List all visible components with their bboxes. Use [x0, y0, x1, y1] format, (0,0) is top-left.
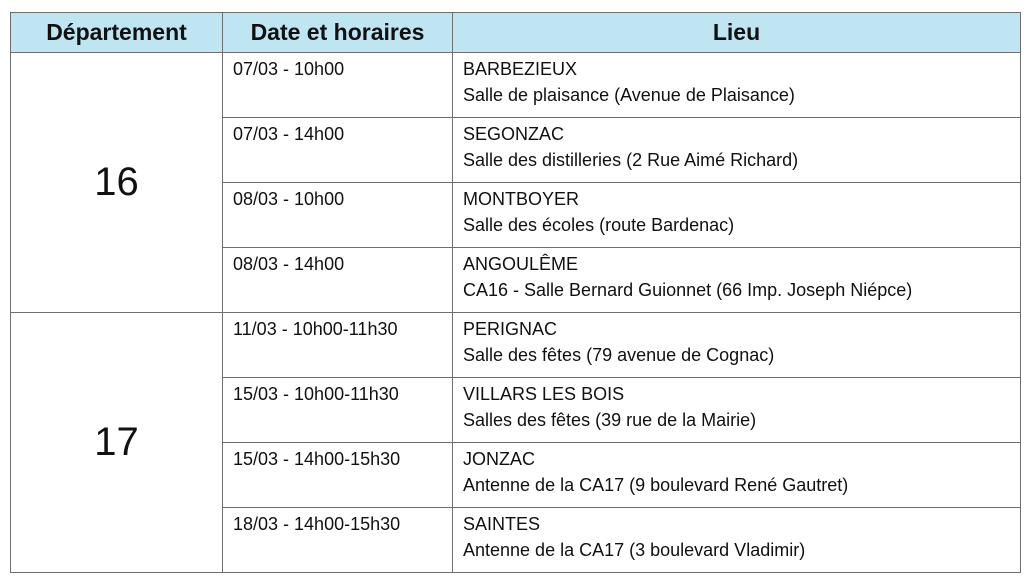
header-date: Date et horaires: [223, 13, 453, 53]
date-text: 07/03 - 10h00: [233, 59, 345, 79]
table-row: [11, 313, 1021, 378]
schedule-table-wrapper: [10, 12, 1021, 573]
place-cell: [453, 313, 1021, 378]
place-cell: [453, 183, 1021, 248]
date-text: 15/03 - 14h00-15h30: [233, 449, 401, 469]
header-lieu: Lieu: [453, 13, 1021, 53]
date-text: 08/03 - 14h00: [233, 254, 345, 274]
city-name: ANGOULÊME: [463, 254, 579, 274]
venue-name: Antenne de la CA17 (3 boulevard Vladimir): [463, 540, 806, 560]
schedule-table: [10, 12, 1021, 573]
dept-cell-16: 16: [11, 53, 223, 313]
city-name: SAINTES: [463, 514, 541, 534]
place-cell: [453, 118, 1021, 183]
table-body: [11, 53, 1021, 573]
table-row: [11, 53, 1021, 118]
date-text: 08/03 - 10h00: [233, 189, 345, 209]
city-name: SEGONZAC: [463, 124, 565, 144]
date-cell: [223, 378, 453, 443]
place-cell: [453, 443, 1021, 508]
date-cell: [223, 443, 453, 508]
city-name: JONZAC: [463, 449, 535, 469]
city-name: VILLARS LES BOIS: [463, 384, 625, 404]
dept-cell-17: 17: [11, 313, 223, 573]
header-departement: Département: [11, 13, 223, 53]
venue-name: Salle des fêtes (79 avenue de Cognac): [463, 345, 775, 365]
venue-name: Antenne de la CA17 (9 boulevard René Gautret): [463, 475, 849, 495]
venue-name: Salle des écoles (route Bardenac): [463, 215, 735, 235]
date-text: 15/03 - 10h00-11h30: [233, 384, 399, 404]
date-cell: [223, 248, 453, 313]
venue-name: Salles des fêtes (39 rue de la Mairie): [463, 410, 757, 430]
city-name: BARBEZIEUX: [463, 59, 578, 79]
date-cell: [223, 53, 453, 118]
venue-name: CA16 - Salle Bernard Guionnet (66 Imp. Joseph Niépce): [463, 280, 913, 300]
date-text: 18/03 - 14h00-15h30: [233, 514, 401, 534]
place-cell: [453, 53, 1021, 118]
venue-name: Salle de plaisance (Avenue de Plaisance): [463, 85, 795, 105]
header-row: [11, 13, 1021, 53]
venue-name: Salle des distilleries (2 Rue Aimé Richard): [463, 150, 799, 170]
date-text: 11/03 - 10h00-11h30: [233, 319, 398, 339]
date-cell: [223, 118, 453, 183]
date-text: 07/03 - 14h00: [233, 124, 345, 144]
place-cell: [453, 508, 1021, 573]
city-name: PERIGNAC: [463, 319, 558, 339]
date-cell: [223, 508, 453, 573]
table-header: [11, 13, 1021, 53]
date-cell: [223, 313, 453, 378]
city-name: MONTBOYER: [463, 189, 580, 209]
place-cell: [453, 248, 1021, 313]
date-cell: [223, 183, 453, 248]
place-cell: [453, 378, 1021, 443]
